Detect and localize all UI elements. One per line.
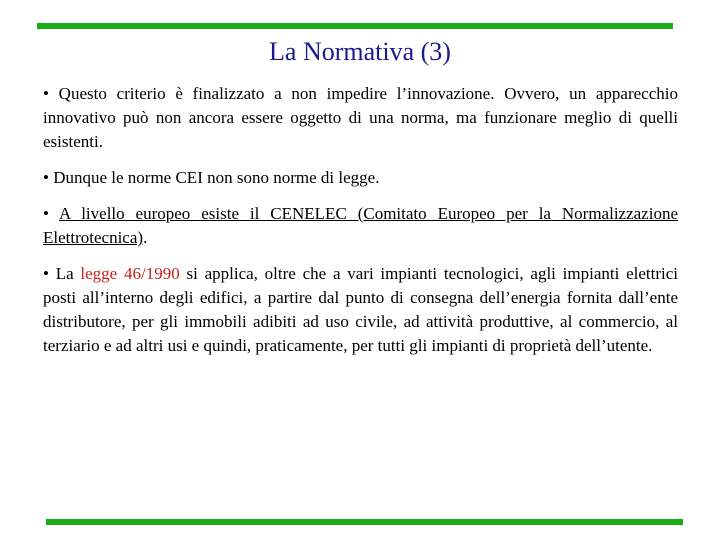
paragraph-legge-46-1990 [43, 262, 678, 358]
paragraph-innovation: • Questo criterio è finalizzato a non impedire l’innovazione. Ovvero, un apparecchio innovativo può non ancora essere oggetto di una norma, ma funzionare meglio di quelli esistenti. [43, 84, 678, 151]
bullet-lead: • La [43, 264, 81, 283]
paragraph-cenelec [43, 202, 678, 250]
paragraph-cei-norms: • Dunque le norme CEI non sono norme di legge. [43, 168, 380, 187]
bullet: • [43, 204, 59, 223]
cenelec-link[interactable]: A livello europeo esiste il CENELEC (Comitato Europeo per la Normalizzazione Elettrotecnica) [43, 204, 678, 247]
slide-title: La Normativa (3) [269, 37, 451, 66]
law-highlight: legge 46/1990 [80, 264, 180, 283]
top-divider-bar [37, 23, 673, 29]
law-description: si applica, oltre che a vari impianti tecnologici, agli impianti elettrici posti all’interno degli edifici, a partire dal punto di consegna dell’energia fornita dall’ente distributore, per gli immobili adibiti ad uso civile, ad attività produttive, al commercio, al terziario e ad altri usi e quindi, praticamente, per tutti gli impianti di proprietà dell’utente. [43, 264, 678, 355]
slide-body [43, 82, 678, 370]
period: . [143, 228, 148, 247]
bottom-divider-bar [46, 519, 683, 525]
